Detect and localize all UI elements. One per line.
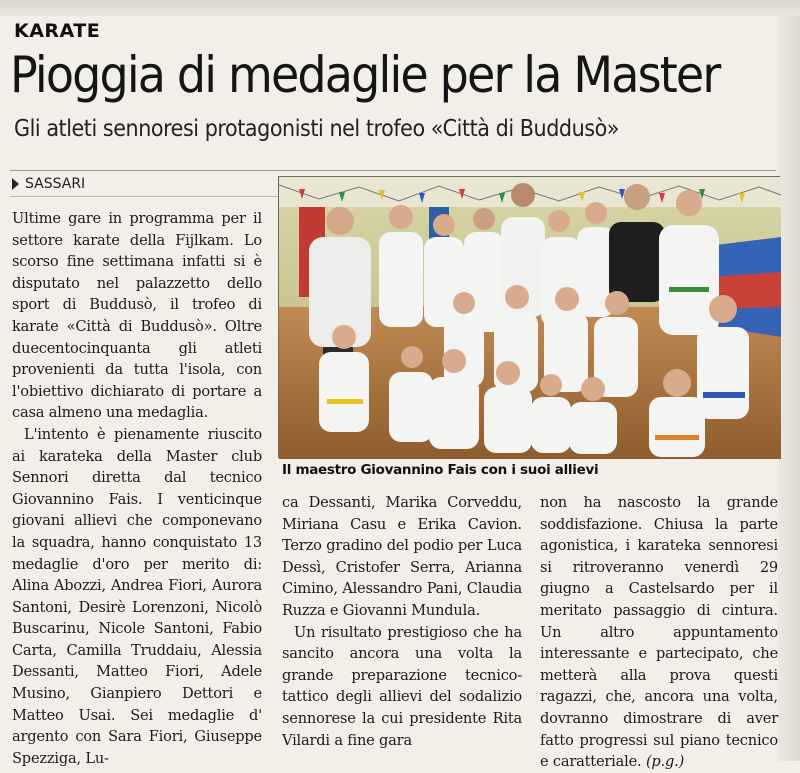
dateline bbox=[12, 176, 85, 192]
section-label: KARATE bbox=[14, 20, 101, 42]
rule-divider-top bbox=[10, 170, 776, 171]
paragraph: ca Dessanti, Marika Corveddu, Miriana Casu e Erika Cavion. Terzo gradino del podio per Luca Dessì, Cristofer Serra, Arianna Cimino, Alessandro Pani, Claudia Ruzza e Giovanni Mundula. bbox=[282, 494, 522, 619]
byline: (p.g.) bbox=[645, 753, 685, 771]
text-column-3 bbox=[540, 492, 778, 773]
adjacent-column-edge bbox=[778, 16, 800, 761]
subheadline: Gli atleti sennoresi protagonisti nel trofeo «Città di Buddusò» bbox=[14, 116, 620, 142]
paragraph-text: non ha nascosto la grande soddisfazione. Chiusa la parte agonistica, i karateka sennoresi si ritroveranno venerdì 29 giugno a Castelsardo per il meritato passaggio di cintura. Un altro appuntamento interessante e partecipato, che metterà alla prova questi ragazzi, che, ancora una volta, dovranno dimostrare di aver fatto progressi sul piano tecnico e caratteriale. bbox=[540, 494, 778, 771]
team-photo bbox=[278, 176, 780, 458]
paragraph: Un risultato prestigioso che ha sancito ancora una volta la grande preparazione tecnico-tattico degli allievi del sodalizio sennorese la cui presidente Rita Vilardi a fine gara bbox=[282, 623, 522, 749]
arrow-icon bbox=[12, 178, 19, 190]
text-column-2 bbox=[282, 492, 522, 751]
paragraph: L'intento è pienamente riuscito ai karateka della Master club Sennori diretta dal tecnico Giovannino Fais. I venticinque giovani allievi che componevano la squadra, hanno conquistato 13 medaglie d'oro per merito di: Alina Abozzi, Andrea Fiori, Aurora Santoni, Desirè Lorenzoni, Nicolò Buscarinu, Nicole Santoni, Fabio Carta, Camilla Truddaiu, Alessia Dessanti, Matteo Fiori, Adele Musino, Gianpiero Dettori e Matteo Usai. Sei medaglie d' argento con Sara Fiori, Giuseppe Spezziga, Lu- bbox=[12, 425, 262, 767]
headline: Pioggia di medaglie per la Master bbox=[10, 46, 720, 104]
adjacent-page-bleed bbox=[0, 0, 800, 16]
team-photo-illustration bbox=[279, 177, 781, 459]
location-label: SASSARI bbox=[25, 176, 86, 192]
paragraph bbox=[540, 492, 778, 773]
text-column-1 bbox=[12, 208, 262, 769]
paragraph: Ultime gare in programma per il settore karate della Fijlkam. Lo scorso fine settimana infatti si è disputato nel palazzetto dello sport di Buddusò, il trofeo di karate «Città di Buddusò». Oltre duecentocinquanta gli atleti provenienti da tutta l'isola, con l'obiettivo dichiarato di portare a casa almeno una medaglia. bbox=[12, 210, 262, 422]
photo-caption: Il maestro Giovannino Fais con i suoi allievi bbox=[282, 462, 599, 478]
